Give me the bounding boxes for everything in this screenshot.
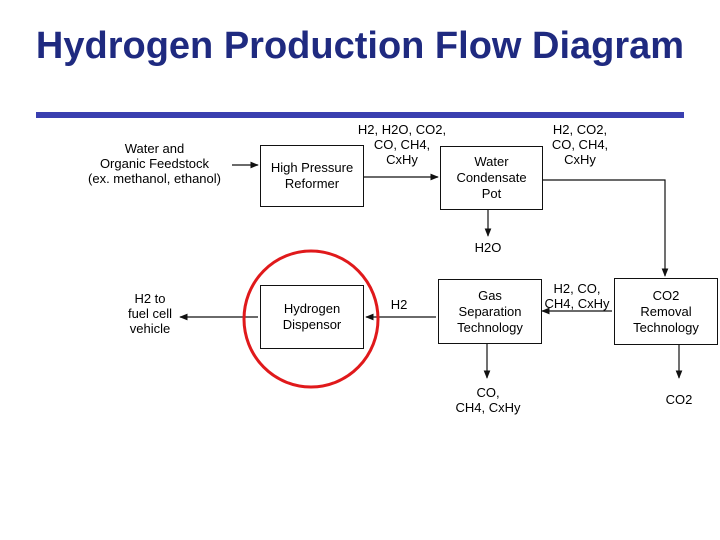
feedstock-label: Water and Organic Feedstock (ex. methanol, ethanol) bbox=[88, 141, 221, 186]
reformer-label: High Pressure Reformer bbox=[270, 160, 354, 191]
gas-separation-box bbox=[438, 279, 542, 344]
condensate-output-label: H2, CO2, CO, CH4, CxHy bbox=[551, 122, 609, 167]
water-output-label: H2O bbox=[474, 240, 502, 255]
co2-removal-output-label: H2, CO, CH4, CxHy bbox=[544, 281, 610, 311]
vehicle-label: H2 to fuel cell vehicle bbox=[127, 291, 173, 336]
separation-h2-label: H2 bbox=[390, 297, 408, 312]
co2-removal-label: CO2 Removal Technology bbox=[633, 287, 699, 335]
separation-waste-label: CO, CH4, CxHy bbox=[455, 385, 521, 415]
gas-separation-label: Gas Separation Technology bbox=[457, 287, 523, 335]
arrow-condensate-to-co2-removal bbox=[543, 180, 665, 276]
hydrogen-dispenser-box bbox=[260, 285, 364, 349]
reformer-output-label: H2, H2O, CO2, CO, CH4, CxHy bbox=[357, 122, 447, 167]
co2-output-label: CO2 bbox=[665, 392, 693, 407]
hydrogen-dispenser-label: Hydrogen Dispensor bbox=[282, 301, 342, 332]
co2-removal-box bbox=[614, 278, 718, 345]
page-title: Hydrogen Production Flow Diagram bbox=[35, 25, 685, 67]
condensate-pot-label: Water Condensate Pot bbox=[456, 154, 527, 201]
